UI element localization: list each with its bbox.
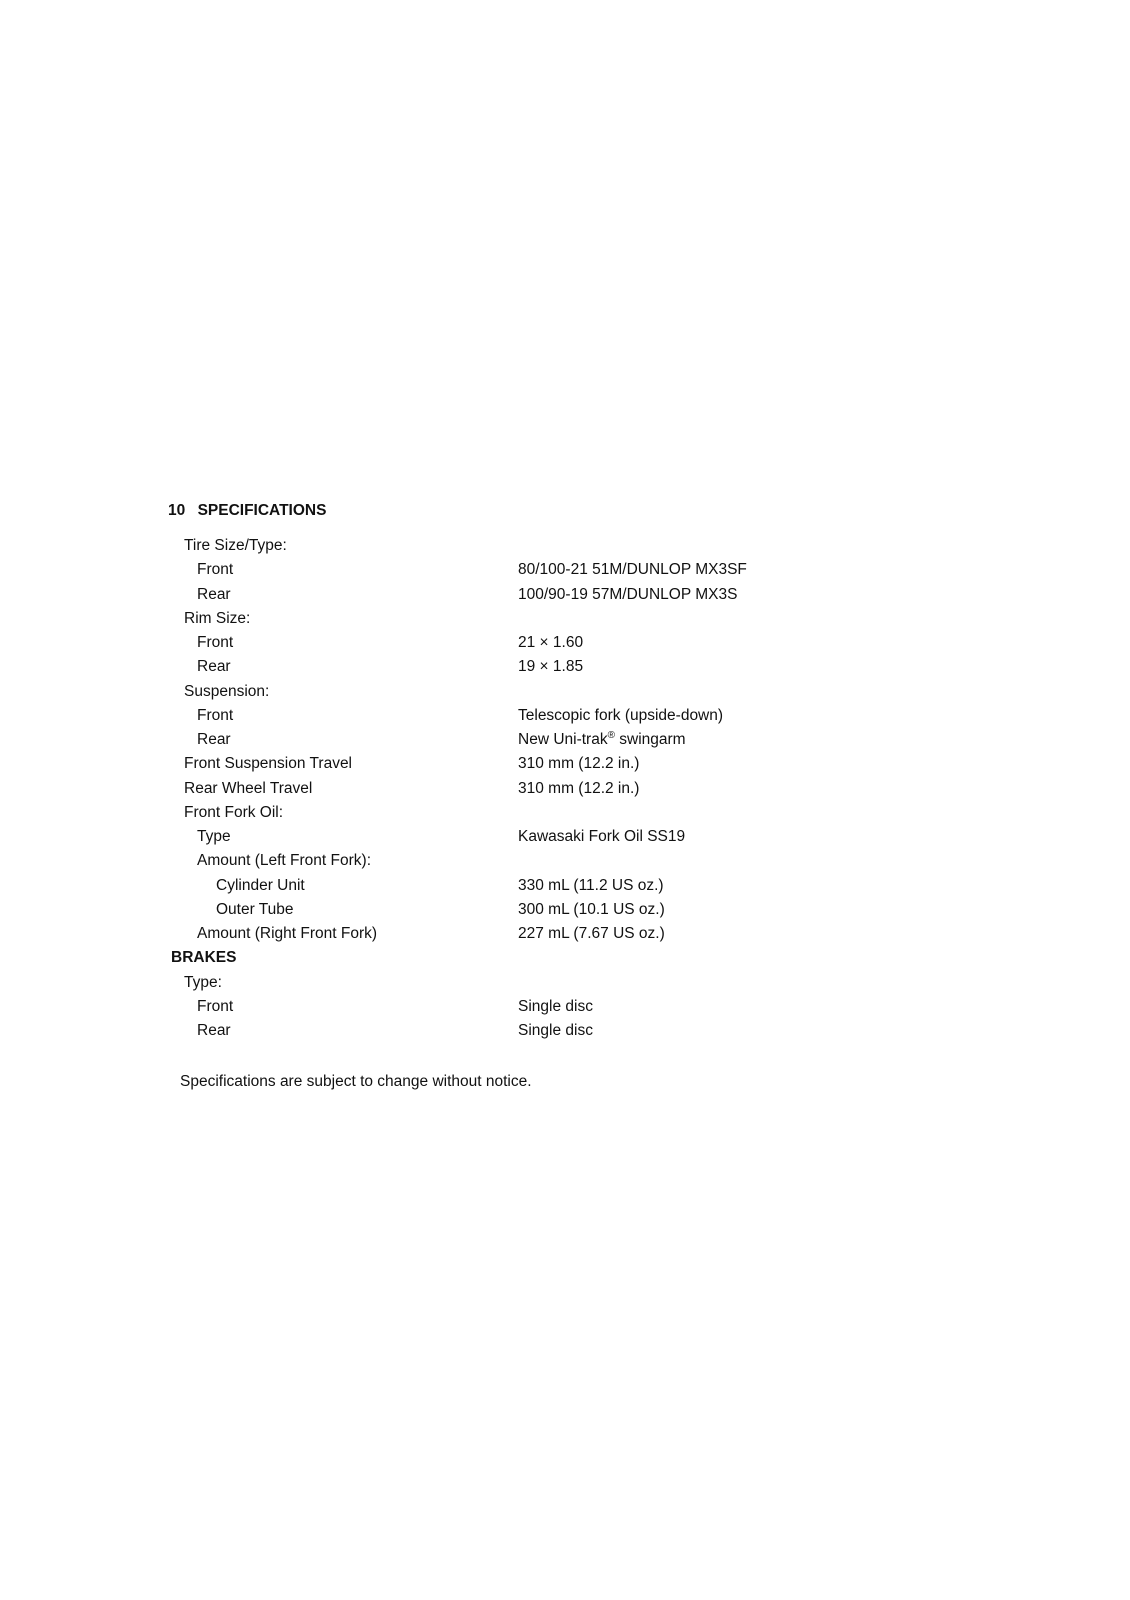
spec-label: Rear — [197, 585, 231, 603]
spec-value: 227 mL (7.67 US oz.) — [518, 925, 665, 942]
spec-section-brakes — [0, 949, 1130, 973]
spec-row-cylinder-unit — [0, 877, 1130, 901]
spec-value: 21 × 1.60 — [518, 634, 584, 651]
spec-row-brake-rear — [0, 1022, 1130, 1046]
spec-label: Front — [197, 706, 234, 724]
spec-label: Type — [197, 828, 231, 845]
spec-row-outer-tube — [0, 901, 1130, 925]
spec-label: Tire Size/Type: — [184, 537, 287, 554]
spec-row-rim-front — [0, 634, 1130, 658]
spec-label: Rim Size: — [184, 609, 251, 627]
spec-value: 100/90-19 57M/DUNLOP MX3S — [518, 585, 738, 603]
spec-row-amount-right-front-fork — [0, 925, 1130, 949]
spec-label: Type: — [184, 973, 222, 991]
spec-value: Single disc — [518, 1022, 593, 1039]
spec-label: Amount (Right Front Fork) — [197, 925, 378, 942]
footnote: Specifications are subject to change without notice. — [180, 1073, 532, 1090]
spec-row-tire-size-type — [0, 537, 1130, 561]
specification-table — [0, 537, 1130, 1046]
spec-row-amount-left-front-fork — [0, 852, 1130, 876]
spec-row-tire-front — [0, 561, 1130, 585]
spec-value-text: New Uni-trak — [518, 731, 608, 748]
spec-label: Front Suspension Travel — [184, 755, 353, 773]
spec-row-front-fork-oil — [0, 804, 1130, 828]
spec-row-tire-rear — [0, 586, 1130, 610]
spec-value: 310 mm (12.2 in.) — [518, 779, 640, 797]
spec-value: Telescopic fork (upside-down) — [518, 706, 724, 724]
section-title: SPECIFICATIONS — [197, 502, 327, 519]
spec-row-suspension-rear — [0, 731, 1130, 755]
spec-value — [518, 731, 686, 748]
spec-label: Rear — [197, 1022, 231, 1039]
spec-label: Cylinder Unit — [216, 876, 305, 894]
spec-row-rear-wheel-travel — [0, 780, 1130, 804]
spec-label: Front — [197, 561, 234, 579]
spec-row-front-suspension-travel — [0, 755, 1130, 779]
spec-row-suspension — [0, 683, 1130, 707]
spec-row-brake-type — [0, 974, 1130, 998]
spec-label: Front — [197, 634, 234, 651]
spec-row-suspension-front — [0, 707, 1130, 731]
spec-label: Rear — [197, 658, 231, 676]
spec-value: 310 mm (12.2 in.) — [518, 755, 640, 773]
page-header — [168, 502, 326, 520]
spec-label: Suspension: — [184, 682, 270, 700]
spec-value: 300 mL (10.1 US oz.) — [518, 900, 665, 918]
spec-row-rim-rear — [0, 658, 1130, 682]
spec-row-brake-front — [0, 998, 1130, 1022]
spec-value-text: swingarm — [614, 731, 686, 748]
spec-row-fork-oil-type — [0, 828, 1130, 852]
spec-value: 330 mL (11.2 US oz.) — [518, 876, 664, 894]
spec-label: Rear — [197, 731, 231, 748]
registered-trademark-mark: ® — [607, 730, 615, 741]
spec-label: Front Fork Oil: — [184, 803, 284, 821]
spec-value: 19 × 1.85 — [518, 658, 584, 676]
spec-value: 80/100-21 51M/DUNLOP MX3SF — [518, 561, 747, 579]
section-heading: BRAKES — [171, 949, 237, 967]
spec-label: Front — [197, 997, 234, 1015]
spec-row-rim-size — [0, 610, 1130, 634]
spec-label: Amount (Left Front Fork): — [197, 852, 371, 870]
page-number: 10 — [168, 502, 186, 519]
spec-value: Single disc — [518, 997, 593, 1015]
spec-label: Rear Wheel Travel — [184, 779, 313, 797]
spec-value: Kawasaki Fork Oil SS19 — [518, 828, 686, 845]
spec-label: Outer Tube — [216, 900, 294, 918]
